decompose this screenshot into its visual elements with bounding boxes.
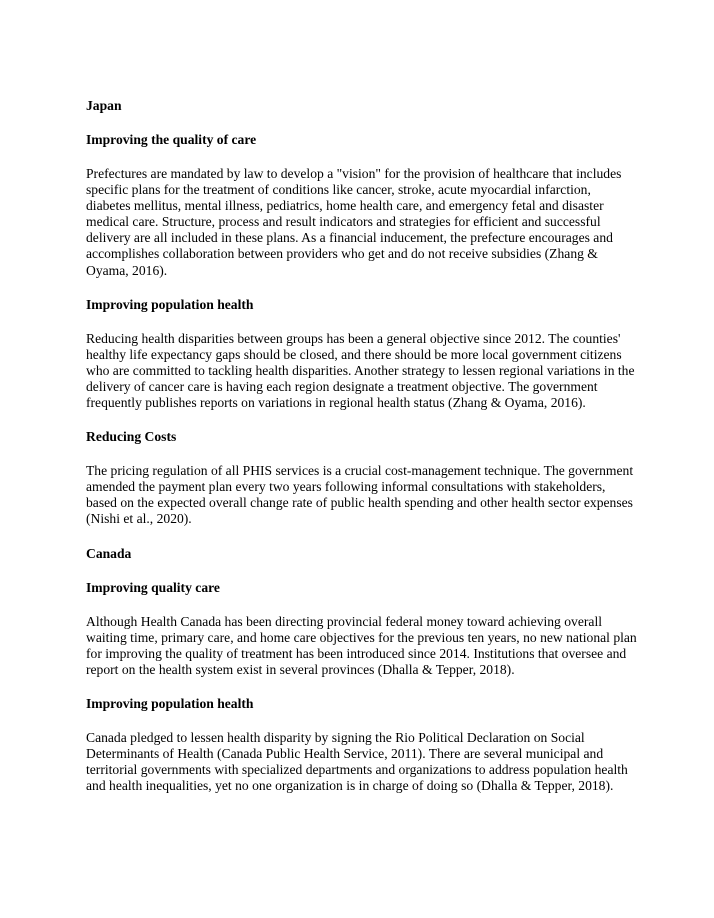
paragraph-canada-population: Canada pledged to lessen health disparity by signing the Rio Political Declaration on Social Determinants of Health (Canada Public Health Service, 2011). There are several municipal and territorial governments with specialized departments and organizations to address population health and health inequalities, yet no one organization is in charge of doing so (Dhalla & Tepper, 2018). bbox=[86, 729, 628, 794]
paragraph-canada-quality: Although Health Canada has been directing provincial federal money toward achieving overall waiting time, primary care, and home care objectives for the previous ten years, no new national plan for improving the quality of treatment has been introduced since 2014. Institutions that oversee and report on the health system exist in several provinces (Dhalla & Tepper, 2018). bbox=[86, 613, 637, 677]
heading-japan-population: Improving population health bbox=[86, 296, 254, 312]
paragraph-japan-population: Reducing health disparities between groups has been a general objective since 2012. The counties' healthy life expectancy gaps should be closed, and there should be more local government citizens who are committed to tackling health disparities. Another strategy to lessen regional variations in the delivery of cancer care is having each region designate a treatment objective. The government frequently publishes reports on variations in regional health status (Zhang & Oyama, 2016). bbox=[86, 330, 635, 411]
heading-canada-population: Improving population health bbox=[86, 695, 254, 711]
paragraph-japan-quality: Prefectures are mandated by law to develop a "vision" for the provision of healthcare that includes specific plans for the treatment of conditions like cancer, stroke, acute myocardial infarction, diabetes mellitus, mental illness, pediatrics, home health care, and emergency fetal and disaster medical care. Structure, process and result indicators and strategies for efficient and successful delivery are all included in these plans. As a financial inducement, the prefecture encourages and accomplishes collaboration between providers who get and do not receive subsidies (Zhang & Oyama, 2016). bbox=[86, 166, 622, 278]
section-title-japan: Japan bbox=[86, 98, 122, 113]
document-page bbox=[86, 98, 638, 812]
heading-canada-quality: Improving quality care bbox=[86, 579, 220, 595]
section-title-canada: Canada bbox=[86, 545, 132, 561]
paragraph-japan-costs: The pricing regulation of all PHIS services is a crucial cost-management technique. The government amended the payment plan every two years following informal consultations with stakeholders, based on the expected overall change rate of public health spending and other health sector expenses (Nishi et al., 2020). bbox=[86, 463, 634, 527]
heading-japan-quality: Improving the quality of care bbox=[86, 132, 257, 147]
heading-japan-costs: Reducing Costs bbox=[86, 429, 177, 445]
